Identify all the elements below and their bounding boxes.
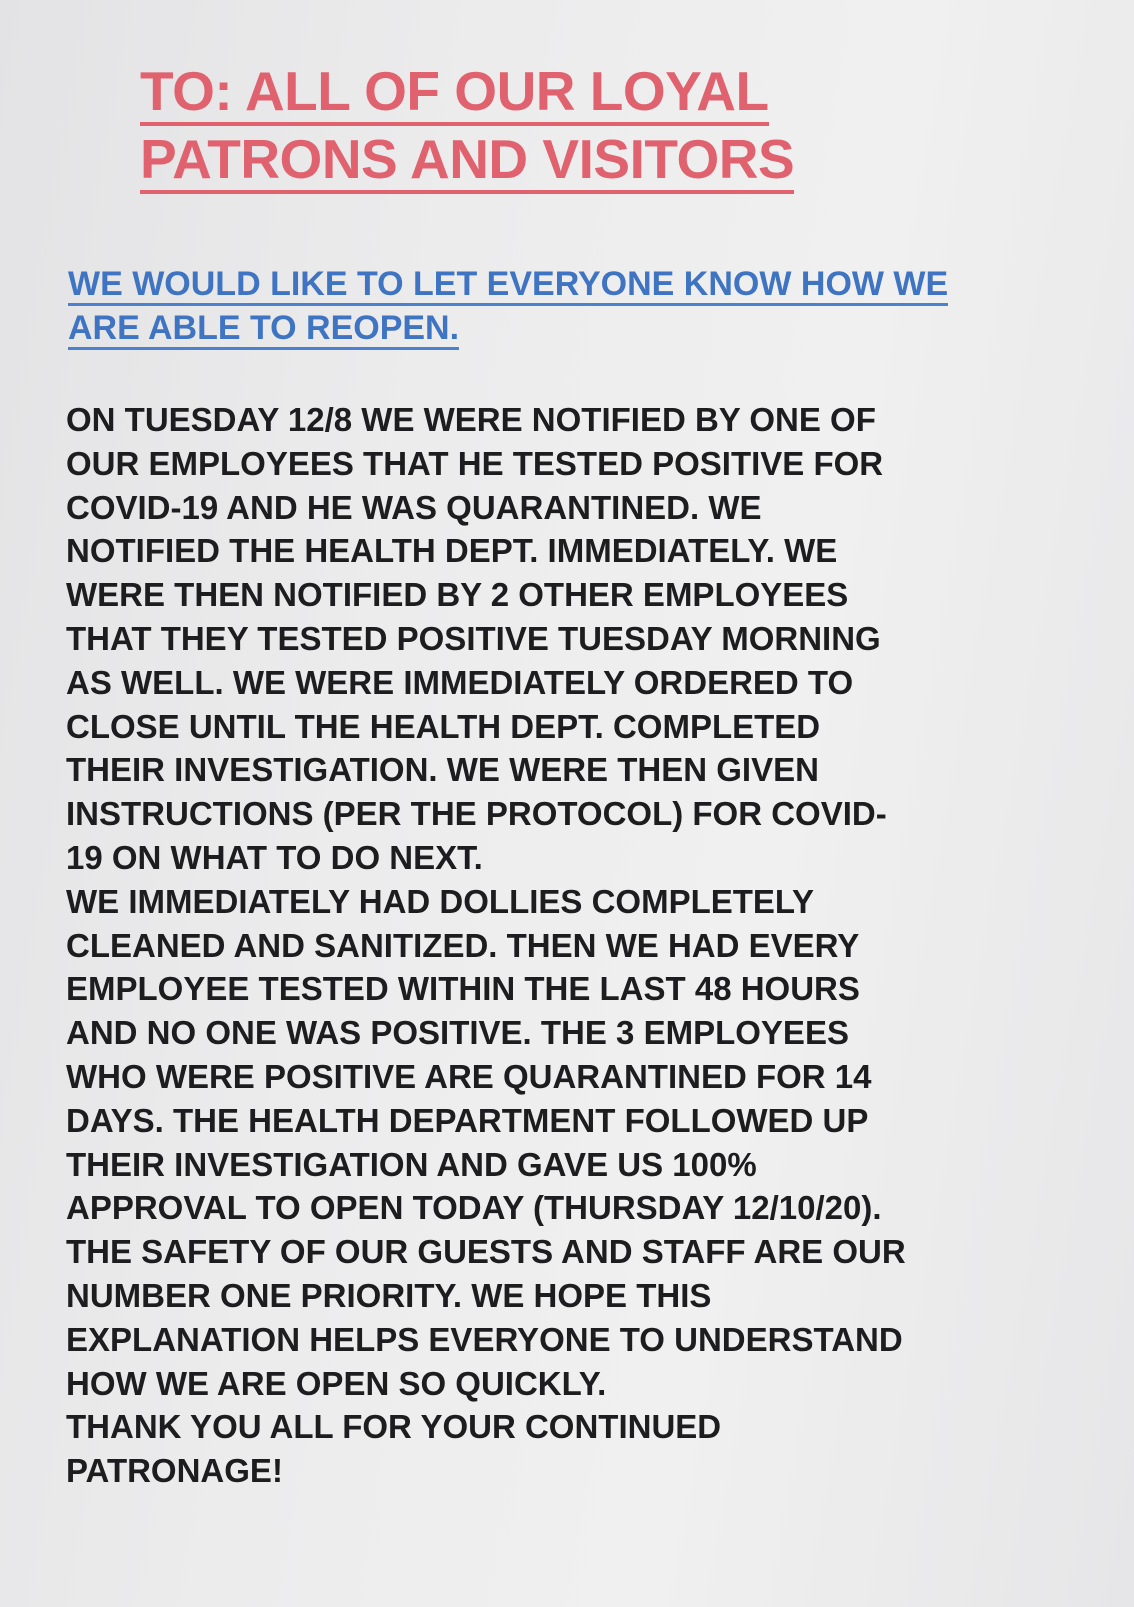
- notice-body-line: CLEANED AND SANITIZED. THEN WE HAD EVERY: [66, 926, 860, 964]
- notice-body-line: THAT THEY TESTED POSITIVE TUESDAY MORNING: [66, 619, 881, 657]
- notice-body-line: DAYS. THE HEALTH DEPARTMENT FOLLOWED UP: [66, 1101, 869, 1139]
- notice-body-line: EXPLANATION HELPS EVERYONE TO UNDERSTAND: [66, 1320, 903, 1358]
- notice-body-line: ON TUESDAY 12/8 WE WERE NOTIFIED BY ONE OF: [66, 401, 876, 438]
- notice-body-line: INSTRUCTIONS (PER THE PROTOCOL) FOR COVID-: [66, 795, 887, 833]
- notice-body-line: WERE THEN NOTIFIED BY 2 OTHER EMPLOYEES: [66, 576, 849, 614]
- notice-body-line: EMPLOYEE TESTED WITHIN THE LAST 48 HOURS: [66, 970, 860, 1008]
- notice-body-line: 19 ON WHAT TO DO NEXT.: [66, 838, 483, 876]
- notice-body: [66, 398, 906, 1493]
- notice-intro-line: WE WOULD LIKE TO LET EVERYONE KNOW HOW WE: [68, 266, 948, 306]
- notice-title-line: PATRONS AND VISITORS: [140, 130, 794, 194]
- notice-body-line: COVID-19 AND HE WAS QUARANTINED. WE: [66, 488, 762, 526]
- notice-body-line: THANK YOU ALL FOR YOUR CONTINUED: [66, 1408, 722, 1446]
- notice-body-line: CLOSE UNTIL THE HEALTH DEPT. COMPLETED: [66, 707, 821, 745]
- notice-body-line: PATRONAGE!: [66, 1452, 283, 1490]
- notice-title-line: TO: ALL OF OUR LOYAL: [140, 62, 769, 126]
- notice-body-line: APPROVAL TO OPEN TODAY (THURSDAY 12/10/20).: [66, 1189, 882, 1227]
- notice-intro-line: ARE ABLE TO REOPEN.: [68, 310, 459, 350]
- notice-title: [140, 58, 794, 194]
- notice-body-line: NUMBER ONE PRIORITY. WE HOPE THIS: [66, 1276, 712, 1314]
- notice-body-line: OUR EMPLOYEES THAT HE TESTED POSITIVE FOR: [66, 444, 884, 482]
- notice-body-line: AS WELL. WE WERE IMMEDIATELY ORDERED TO: [66, 663, 854, 701]
- notice-body-line: WE IMMEDIATELY HAD DOLLIES COMPLETELY: [66, 882, 815, 920]
- notice-body-line: WHO WERE POSITIVE ARE QUARANTINED FOR 14: [66, 1057, 872, 1095]
- notice-intro: [68, 262, 948, 350]
- notice-body-line: HOW WE ARE OPEN SO QUICKLY.: [66, 1364, 607, 1402]
- notice-body-line: THE SAFETY OF OUR GUESTS AND STAFF ARE OUR: [66, 1233, 906, 1271]
- notice-body-line: NOTIFIED THE HEALTH DEPT. IMMEDIATELY. WE: [66, 532, 838, 570]
- notice-body-line: THEIR INVESTIGATION. WE WERE THEN GIVEN: [66, 751, 819, 789]
- notice-body-line: THEIR INVESTIGATION AND GAVE US 100%: [66, 1145, 757, 1183]
- notice-body-line: AND NO ONE WAS POSITIVE. THE 3 EMPLOYEES: [66, 1014, 849, 1052]
